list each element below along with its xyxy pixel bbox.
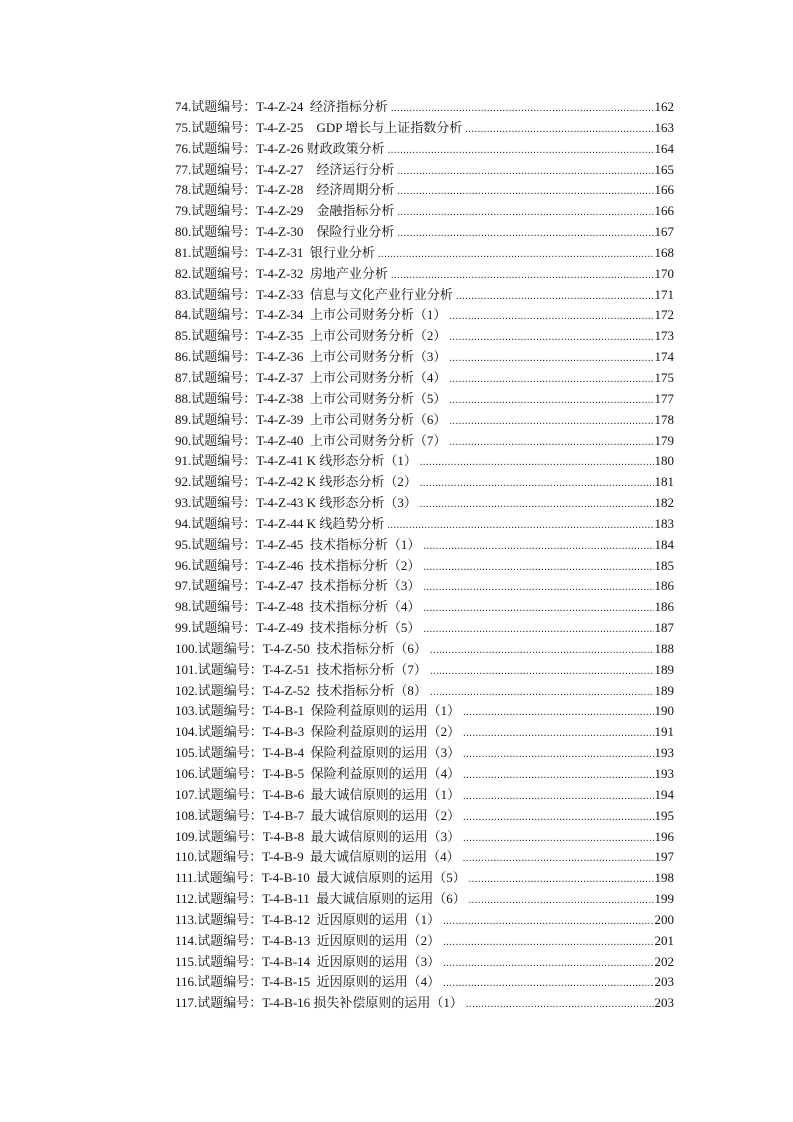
- toc-entry-title: 112.试题编号：T-4-B-11 最大诚信原则的运用（6）: [175, 891, 466, 907]
- toc-entry-title: 110.试题编号：T-4-B-9 最大诚信原则的运用（4）: [175, 849, 460, 865]
- toc-entry-title: 109.试题编号：T-4-B-8 最大诚信原则的运用（3）: [175, 828, 461, 844]
- toc-entry-title: 77.试题编号：T-4-Z-27 经济运行分析: [175, 161, 395, 177]
- toc-entry-title: 76.试题编号：T-4-Z-26 财政政策分析: [175, 140, 385, 156]
- toc-entry[interactable]: [175, 618, 674, 639]
- toc-entry[interactable]: [175, 139, 674, 160]
- toc-entry[interactable]: [175, 868, 674, 889]
- dot-leader: [463, 764, 653, 785]
- toc-entry-title: 102.试题编号：T-4-Z-52 技术指标分析（8）: [175, 682, 427, 698]
- dot-leader: [391, 264, 654, 285]
- toc-entry-page-number: 170: [654, 265, 674, 281]
- toc-entry[interactable]: [175, 347, 674, 368]
- toc-entry-page-number: 196: [654, 828, 674, 844]
- toc-entry-title: 103.试题编号：T-4-B-1 保险利益原则的运用（1）: [175, 703, 461, 719]
- dot-leader: [449, 347, 653, 368]
- toc-entry[interactable]: [175, 993, 674, 1014]
- toc-entry[interactable]: [175, 952, 674, 973]
- dot-leader: [463, 827, 653, 848]
- toc-entry[interactable]: [175, 431, 674, 452]
- toc-entry-title: 86.试题编号：T-4-Z-36 上市公司财务分析（3）: [175, 349, 447, 365]
- toc-entry-title: 83.试题编号：T-4-Z-33 信息与文化产业行业分析: [175, 286, 453, 302]
- toc-entry-title: 114.试题编号：T-4-B-13 近因原则的运用（2）: [175, 932, 441, 948]
- toc-entry-page-number: 172: [654, 307, 674, 323]
- toc-entry-page-number: 199: [654, 891, 674, 907]
- toc-entry-page-number: 197: [654, 849, 674, 865]
- toc-entry[interactable]: [175, 389, 674, 410]
- toc-entry-page-number: 194: [654, 786, 674, 802]
- dot-leader: [420, 451, 654, 472]
- dot-leader: [463, 743, 653, 764]
- dot-leader: [449, 326, 653, 347]
- toc-entry-page-number: 168: [654, 244, 674, 260]
- dot-leader: [463, 806, 653, 827]
- toc-entry-page-number: 198: [654, 870, 674, 886]
- toc-entry[interactable]: [175, 368, 674, 389]
- dot-leader: [465, 118, 653, 139]
- toc-entry-title: 82.试题编号：T-4-Z-32 房地产业分析: [175, 265, 388, 281]
- toc-entry-title: 87.试题编号：T-4-Z-37 上市公司财务分析（4）: [175, 369, 447, 385]
- toc-entry-page-number: 188: [654, 640, 674, 656]
- toc-entry-page-number: 200: [654, 911, 674, 927]
- toc-entry[interactable]: [175, 764, 674, 785]
- dot-leader: [388, 139, 654, 160]
- toc-entry[interactable]: [175, 180, 674, 201]
- toc-entry-page-number: 178: [654, 411, 674, 427]
- toc-entry-title: 91.试题编号：T-4-Z-41 K 线形态分析（1）: [175, 453, 417, 469]
- toc-entry[interactable]: [175, 785, 674, 806]
- toc-entry-page-number: 193: [654, 745, 674, 761]
- toc-entry[interactable]: [175, 535, 674, 556]
- dot-leader: [466, 993, 654, 1014]
- toc-entry-page-number: 177: [654, 390, 674, 406]
- dot-leader: [456, 285, 654, 306]
- table-of-contents: [175, 97, 674, 1014]
- dot-leader: [420, 493, 654, 514]
- toc-entry[interactable]: [175, 806, 674, 827]
- toc-entry-page-number: 191: [654, 724, 674, 740]
- dot-leader: [463, 722, 653, 743]
- toc-entry-page-number: 195: [654, 807, 674, 823]
- toc-entry-title: 94.试题编号：T-4-Z-44 K 线趋势分析: [175, 515, 385, 531]
- toc-entry[interactable]: [175, 451, 674, 472]
- toc-entry-page-number: 201: [654, 932, 674, 948]
- toc-entry[interactable]: [175, 847, 674, 868]
- toc-entry-title: 92.试题编号：T-4-Z-42 K 线形态分析（2）: [175, 474, 417, 490]
- toc-entry-title: 85.试题编号：T-4-Z-35 上市公司财务分析（2）: [175, 328, 447, 344]
- toc-entry-title: 78.试题编号：T-4-Z-28 经济周期分析: [175, 182, 395, 198]
- toc-entry[interactable]: [175, 701, 674, 722]
- toc-entry[interactable]: [175, 972, 674, 993]
- toc-entry-title: 100.试题编号：T-4-Z-50 技术指标分析（6）: [175, 640, 427, 656]
- dot-leader: [423, 618, 653, 639]
- toc-entry-title: 93.试题编号：T-4-Z-43 K 线形态分析（3）: [175, 495, 417, 511]
- toc-entry[interactable]: [175, 743, 674, 764]
- toc-entry-page-number: 166: [654, 203, 674, 219]
- toc-entry-title: 95.试题编号：T-4-Z-45 技术指标分析（1）: [175, 536, 421, 552]
- toc-entry-title: 107.试题编号：T-4-B-6 最大诚信原则的运用（1）: [175, 786, 461, 802]
- dot-leader: [397, 180, 653, 201]
- dot-leader: [449, 368, 653, 389]
- toc-entry-page-number: 189: [654, 661, 674, 677]
- dot-leader: [397, 222, 653, 243]
- toc-entry-page-number: 173: [654, 328, 674, 344]
- dot-leader: [387, 514, 653, 535]
- toc-entry[interactable]: [175, 118, 674, 139]
- toc-entry-title: 117.试题编号：T-4-B-16 损失补偿原则的运用（1）: [175, 995, 463, 1011]
- toc-entry-page-number: 162: [654, 99, 674, 114]
- toc-entry[interactable]: [175, 243, 674, 264]
- toc-entry[interactable]: [175, 556, 674, 577]
- dot-leader: [449, 410, 653, 431]
- toc-entry-title: 74.试题编号：T-4-Z-24 经济指标分析: [175, 99, 388, 114]
- toc-entry[interactable]: [175, 222, 674, 243]
- toc-entry[interactable]: [175, 889, 674, 910]
- toc-entry[interactable]: [175, 493, 674, 514]
- toc-entry[interactable]: [175, 326, 674, 347]
- toc-entry-title: 116.试题编号：T-4-B-15 近因原则的运用（4）: [175, 974, 441, 990]
- toc-entry-page-number: 175: [654, 369, 674, 385]
- toc-entry-page-number: 193: [654, 766, 674, 781]
- dot-leader: [463, 701, 653, 722]
- dot-leader: [443, 952, 653, 973]
- toc-entry-title: 101.试题编号：T-4-Z-51 技术指标分析（7）: [175, 661, 427, 677]
- dot-leader: [423, 535, 653, 556]
- toc-entry-page-number: 203: [654, 995, 674, 1011]
- toc-entry-title: 113.试题编号：T-4-B-12 近因原则的运用（1）: [175, 911, 441, 927]
- toc-entry[interactable]: [175, 264, 674, 285]
- dot-leader: [443, 931, 653, 952]
- toc-entry[interactable]: [175, 576, 674, 597]
- toc-entry[interactable]: [175, 827, 674, 848]
- toc-entry-page-number: 165: [654, 161, 674, 177]
- toc-entry-title: 89.试题编号：T-4-Z-39 上市公司财务分析（6）: [175, 411, 447, 427]
- toc-entry[interactable]: [175, 681, 674, 702]
- toc-entry-page-number: 189: [654, 682, 674, 698]
- toc-entry[interactable]: [175, 97, 674, 118]
- toc-entry-page-number: 174: [654, 349, 674, 365]
- toc-entry-title: 96.试题编号：T-4-Z-46 技术指标分析（2）: [175, 557, 421, 573]
- toc-entry-title: 115.试题编号：T-4-B-14 近因原则的运用（3）: [175, 953, 441, 969]
- toc-entry-page-number: 187: [654, 620, 674, 636]
- dot-leader: [443, 972, 653, 993]
- toc-entry[interactable]: [175, 410, 674, 431]
- toc-entry[interactable]: [175, 514, 674, 535]
- dot-leader: [397, 160, 653, 181]
- toc-entry[interactable]: [175, 931, 674, 952]
- toc-entry-title: 105.试题编号：T-4-B-4 保险利益原则的运用（3）: [175, 745, 461, 761]
- toc-entry-page-number: 163: [654, 119, 674, 135]
- toc-entry-title: 99.试题编号：T-4-Z-49 技术指标分析（5）: [175, 620, 421, 636]
- toc-entry-page-number: 202: [654, 953, 674, 969]
- dot-leader: [397, 201, 653, 222]
- toc-entry-title: 80.试题编号：T-4-Z-30 保险行业分析: [175, 224, 395, 240]
- toc-entry[interactable]: [175, 285, 674, 306]
- toc-entry[interactable]: [175, 660, 674, 681]
- toc-entry[interactable]: [175, 201, 674, 222]
- toc-entry-page-number: 182: [654, 495, 674, 511]
- toc-entry[interactable]: [175, 639, 674, 660]
- dot-leader: [469, 889, 654, 910]
- toc-entry-title: 81.试题编号：T-4-Z-31 银行业分析: [175, 244, 375, 260]
- dot-leader: [463, 847, 654, 868]
- toc-entry-page-number: 184: [654, 536, 674, 552]
- toc-entry[interactable]: [175, 472, 674, 493]
- toc-entry-page-number: 166: [654, 182, 674, 198]
- toc-entry-title: 84.试题编号：T-4-Z-34 上市公司财务分析（1）: [175, 307, 447, 323]
- toc-entry-page-number: 181: [654, 474, 674, 490]
- toc-entry-title: 79.试题编号：T-4-Z-29 金融指标分析: [175, 203, 395, 219]
- toc-entry[interactable]: [175, 305, 674, 326]
- dot-leader: [423, 556, 653, 577]
- toc-entry-page-number: 190: [654, 703, 674, 719]
- toc-entry-title: 88.试题编号：T-4-Z-38 上市公司财务分析（5）: [175, 390, 447, 406]
- toc-entry-page-number: 180: [654, 453, 674, 469]
- dot-leader: [423, 597, 653, 618]
- toc-entry-page-number: 183: [654, 515, 674, 531]
- toc-entry-page-number: 179: [654, 432, 674, 448]
- toc-entry-title: 97.试题编号：T-4-Z-47 技术指标分析（3）: [175, 578, 421, 594]
- toc-entry-title: 104.试题编号：T-4-B-3 保险利益原则的运用（2）: [175, 724, 461, 740]
- toc-entry-title: 75.试题编号：T-4-Z-25 GDP 增长与上证指数分析: [175, 119, 463, 135]
- toc-entry[interactable]: [175, 597, 674, 618]
- dot-leader: [449, 431, 653, 452]
- dot-leader: [463, 785, 653, 806]
- dot-leader: [423, 576, 653, 597]
- dot-leader: [430, 660, 654, 681]
- toc-entry-page-number: 186: [654, 599, 674, 615]
- toc-entry-page-number: 185: [654, 557, 674, 573]
- dot-leader: [430, 681, 654, 702]
- toc-entry-title: 106.试题编号：T-4-B-5 保险利益原则的运用（4）: [175, 766, 461, 781]
- toc-entry-page-number: 203: [654, 974, 674, 990]
- toc-entry[interactable]: [175, 722, 674, 743]
- toc-entry[interactable]: [175, 910, 674, 931]
- dot-leader: [430, 639, 654, 660]
- dot-leader: [420, 472, 654, 493]
- dot-leader: [443, 910, 653, 931]
- toc-entry[interactable]: [175, 160, 674, 181]
- toc-entry-page-number: 186: [654, 578, 674, 594]
- toc-entry-title: 108.试题编号：T-4-B-7 最大诚信原则的运用（2）: [175, 807, 461, 823]
- dot-leader: [449, 305, 653, 326]
- toc-entry-title: 111.试题编号：T-4-B-10 最大诚信原则的运用（5）: [175, 870, 466, 886]
- dot-leader: [449, 389, 653, 410]
- dot-leader: [378, 243, 654, 264]
- toc-entry-title: 90.试题编号：T-4-Z-40 上市公司财务分析（7）: [175, 432, 447, 448]
- dot-leader: [469, 868, 654, 889]
- toc-entry-page-number: 167: [654, 224, 674, 240]
- toc-entry-page-number: 164: [654, 140, 674, 156]
- toc-entry-title: 98.试题编号：T-4-Z-48 技术指标分析（4）: [175, 599, 421, 615]
- toc-entry-page-number: 171: [654, 286, 674, 302]
- dot-leader: [391, 97, 654, 118]
